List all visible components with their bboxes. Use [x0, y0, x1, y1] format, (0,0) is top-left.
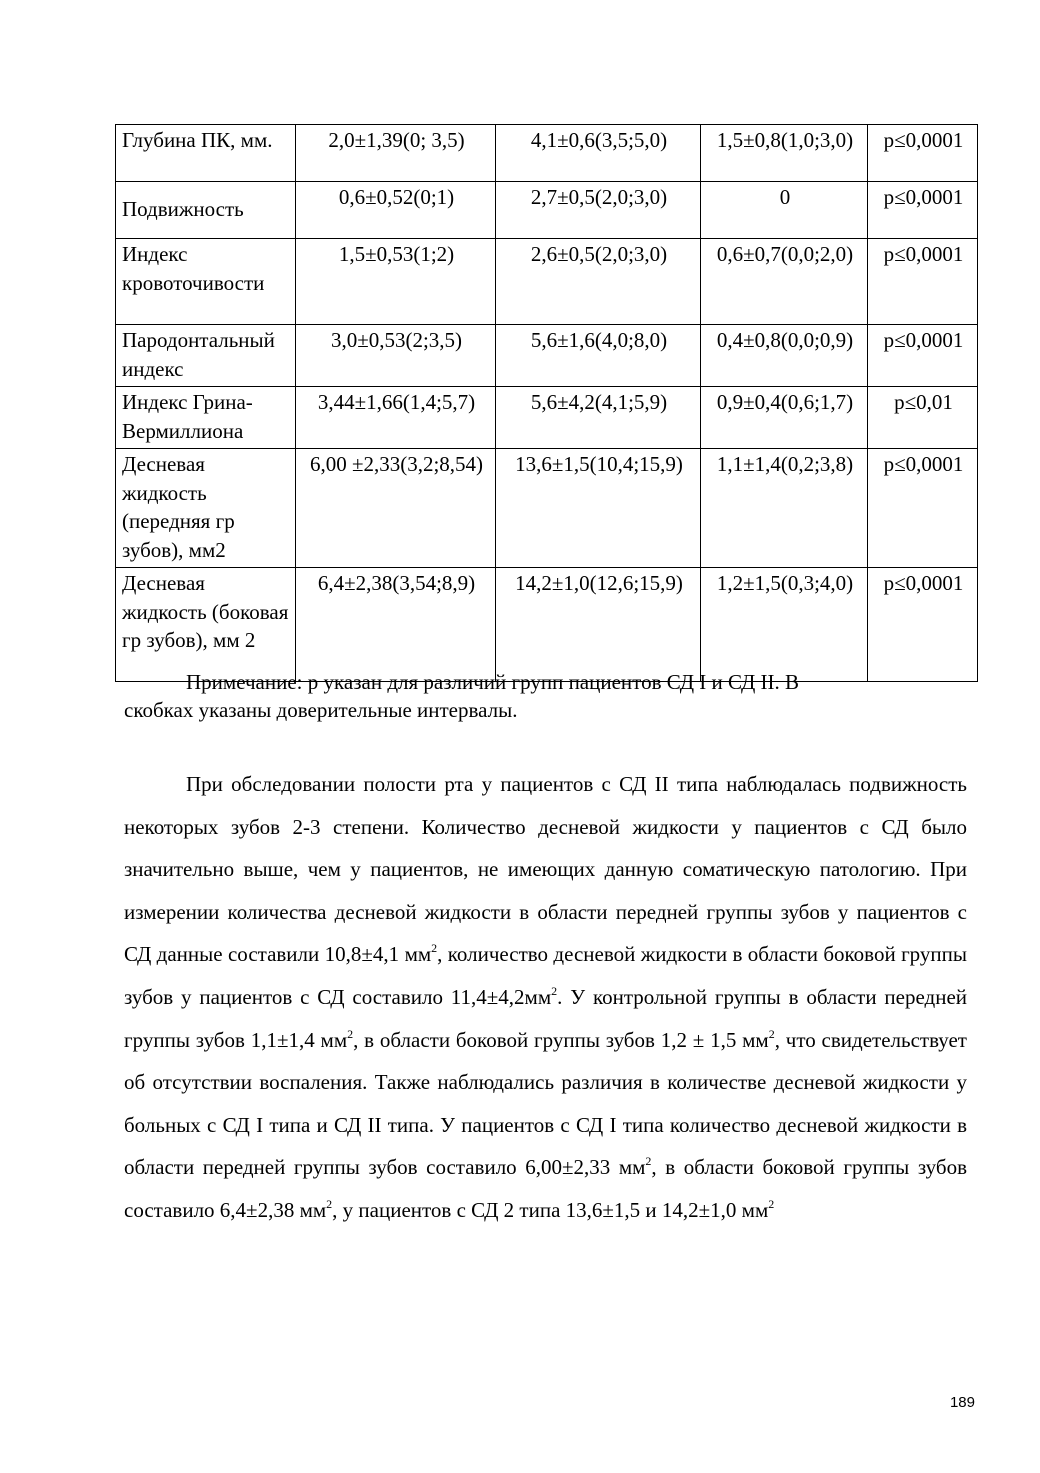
cell-group-2: 13,6±1,5(10,4;15,9) [496, 449, 701, 568]
superscript-exponent: 2 [551, 983, 558, 998]
cell-group-2: 2,7±0,5(2,0;3,0) [496, 182, 701, 239]
cell-group-2: 4,1±0,6(3,5;5,0) [496, 125, 701, 182]
cell-group-2: 5,6±4,2(4,1;5,9) [496, 387, 701, 449]
superscript-exponent: 2 [645, 1154, 652, 1169]
table-row [116, 239, 978, 325]
table-note-line-2: скобках указаны доверительные интервалы. [124, 698, 518, 722]
cell-p-value: p≤0,01 [868, 387, 978, 449]
superscript-exponent: 2 [768, 1026, 775, 1041]
cell-control: 0,4±0,8(0,0;0,9) [701, 325, 868, 387]
paragraph-text: , в области боковой группы зубов составило 6,4±2,38 мм [124, 1155, 967, 1222]
cell-p-value: p≤0,0001 [868, 125, 978, 182]
cell-group-2: 14,2±1,0(12,6;15,9) [496, 568, 701, 682]
table-row [116, 125, 978, 182]
page-number: 189 [949, 1394, 975, 1411]
paragraph-text: , количество десневой жидкости в области боковой группы зубов у пациентов с СД составило 11,4±4,2мм [124, 942, 967, 1009]
cell-control: 1,2±1,5(0,3;4,0) [701, 568, 868, 682]
table-note [124, 668, 974, 724]
cell-group-1: 6,00 ±2,33(3,2;8,54) [296, 449, 496, 568]
row-label: Глубина ПК, мм. [116, 125, 296, 182]
paragraph-text: , у пациентов с СД 2 типа 13,6±1,5 и 14,2±1,0 мм [332, 1197, 769, 1222]
cell-control: 0 [701, 182, 868, 239]
body-paragraph [124, 763, 967, 1232]
row-label: Десневая жидкость (боковая гр зубов), мм 2 [116, 568, 296, 682]
cell-p-value: p≤0,0001 [868, 568, 978, 682]
table-row [116, 325, 978, 387]
row-label: Десневая жидкость (передняя гр зубов), мм2 [116, 449, 296, 568]
cell-group-1: 2,0±1,39(0; 3,5) [296, 125, 496, 182]
cell-group-1: 0,6±0,52(0;1) [296, 182, 496, 239]
cell-p-value: p≤0,0001 [868, 239, 978, 325]
table-note-line-1: Примечание: р указан для различий групп пациентов СД I и СД II. В [186, 670, 800, 694]
superscript-exponent: 2 [768, 1196, 775, 1211]
row-label: Индекс Грина-Вермиллиона [116, 387, 296, 449]
superscript-exponent: 2 [347, 1026, 354, 1041]
row-label: Подвижность [116, 182, 296, 239]
cell-p-value: p≤0,0001 [868, 449, 978, 568]
cell-p-value: p≤0,0001 [868, 182, 978, 239]
paragraph-text: , что свидетельствует об отсутствии воспаления. Также наблюдались различия в количестве десневой жидкости у больных с СД I типа и СД II типа. У пациентов с СД I типа количество десневой жидкости в области передней группы зубов составило 6,00±2,33 мм [124, 1027, 967, 1180]
cell-control: 1,5±0,8(1,0;3,0) [701, 125, 868, 182]
cell-control: 1,1±1,4(0,2;3,8) [701, 449, 868, 568]
cell-group-1: 1,5±0,53(1;2) [296, 239, 496, 325]
table-row [116, 387, 978, 449]
cell-p-value: p≤0,0001 [868, 325, 978, 387]
results-table-body [116, 125, 978, 682]
row-label: Индекс кровоточивости [116, 239, 296, 325]
superscript-exponent: 2 [431, 941, 438, 956]
cell-group-2: 2,6±0,5(2,0;3,0) [496, 239, 701, 325]
paragraph-text: . У контрольной группы в области передней группы зубов 1,1±1,4 мм [124, 984, 967, 1052]
results-table [115, 124, 978, 682]
superscript-exponent: 2 [326, 1196, 333, 1211]
table-row [116, 182, 978, 239]
paragraph-text: , в области боковой группы зубов 1,2 ± 1,5 мм [353, 1027, 769, 1052]
cell-group-1: 6,4±2,38(3,54;8,9) [296, 568, 496, 682]
table-row [116, 449, 978, 568]
row-label: Пародонтальный индекс [116, 325, 296, 387]
table-row [116, 568, 978, 682]
cell-group-1: 3,0±0,53(2;3,5) [296, 325, 496, 387]
cell-control: 0,9±0,4(0,6;1,7) [701, 387, 868, 449]
cell-group-1: 3,44±1,66(1,4;5,7) [296, 387, 496, 449]
cell-control: 0,6±0,7(0,0;2,0) [701, 239, 868, 325]
paragraph-text: При обследовании полости рта у пациентов с СД II типа наблюдалась подвижность некоторых зубов 2-3 степени. Количество десневой жидкости у пациентов с СД было значительно выше, чем у пациентов, не имеющих данную соматическую патологию. При измерении количества десневой жидкости в области передней группы зубов у пациентов с СД данные составили 10,8±4,1 мм [124, 772, 967, 967]
cell-group-2: 5,6±1,6(4,0;8,0) [496, 325, 701, 387]
